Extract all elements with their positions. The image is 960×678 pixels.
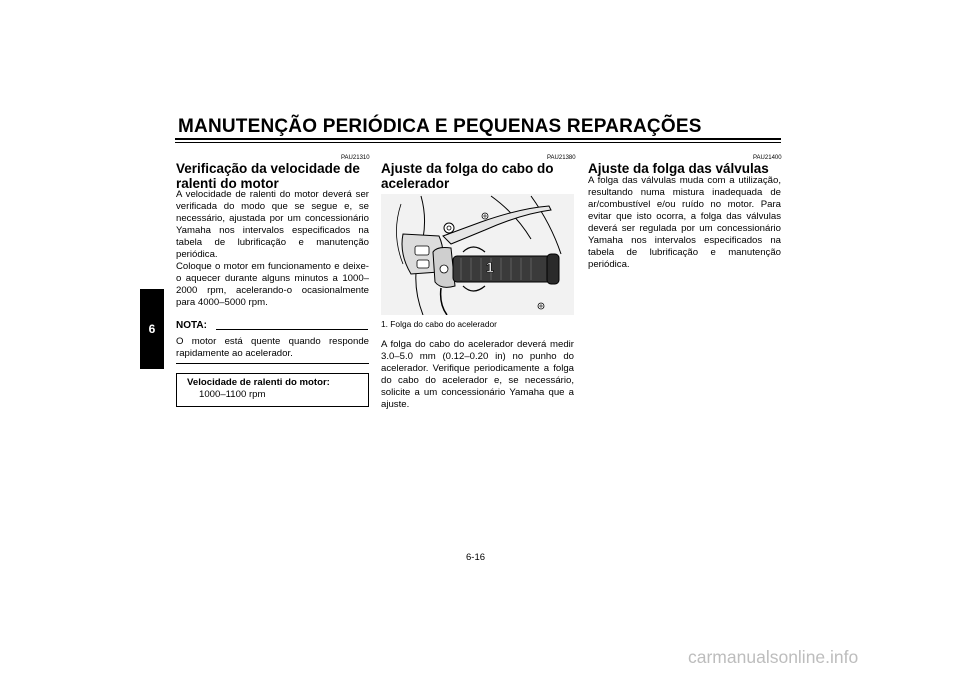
section-heading-throttle-cable: [381, 161, 554, 191]
section-code: PAU21310: [341, 155, 370, 161]
paragraph: A velocidade de ralenti do motor deverá ser verificada do modo que se segue e, se necessário, ajustada por um concessionário Yamaha nos intervalos especificados na tabela de lubrificação e manutenção periódica.: [176, 189, 369, 260]
section-code: PAU21380: [547, 155, 576, 161]
heading-line: acelerador: [381, 176, 450, 191]
paragraph: O motor está quente quando responde rapidamente ao acelerador.: [176, 336, 369, 359]
paragraph: A folga das válvulas muda com a utilização, resultando numa mistura inadequada de ar/combustível e/ou ruído no motor. Para evitar que isto ocorra, a folga das válvulas deverá ser regulada por um concessionário Yamaha nos intervalos especificados na tabela de lubrificação e manutenção periódica.: [588, 175, 781, 270]
section-code: PAU21400: [753, 155, 782, 161]
header-rule-thin: [175, 142, 781, 143]
header-rule: [175, 138, 781, 140]
heading-line: ralenti do motor: [176, 176, 279, 191]
spec-box: [176, 373, 369, 407]
note-rule: [216, 329, 368, 330]
figure-caption: 1. Folga do cabo do acelerador: [381, 319, 497, 329]
body-text: [381, 339, 574, 411]
section-heading-valve-clearance: Ajuste da folga das válvulas: [588, 161, 769, 176]
paragraph: Coloque o motor em funcionamento e deixe-o aquecer durante alguns minutos a 1000–2000 rpm, acelerando-o ocasionalmente para 4000–5000 rpm.: [176, 261, 369, 308]
watermark: carmanualsonline.info: [688, 647, 859, 667]
note-text: [176, 336, 369, 360]
section-heading-idle-speed: [176, 161, 360, 191]
spec-label: Velocidade de ralenti do motor:: [187, 377, 330, 388]
heading-line: Verificação da velocidade de: [176, 161, 360, 176]
body-text: [588, 175, 781, 271]
chapter-tab: 6: [140, 289, 164, 369]
spec-value: 1000–1100 rpm: [199, 389, 266, 400]
page-number: 6-16: [466, 552, 486, 563]
body-text: [176, 189, 369, 309]
paragraph: A folga do cabo do acelerador deverá medir 3.0–5.0 mm (0.12–0.20 in) no punho do acelerador. Verifique periodicamente a folga do cabo do acelerador e, se necessário, solicite a um concessionário Yamaha que a ajuste.: [381, 339, 574, 410]
figure-callout-number: 1: [486, 259, 494, 275]
note-end-rule: [176, 363, 369, 364]
throttle-grip-illustration: [381, 194, 574, 315]
note-label: NOTA:: [176, 320, 207, 331]
heading-line: Ajuste da folga do cabo do: [381, 161, 554, 176]
page-header-title: MANUTENÇÃO PERIÓDICA E PEQUENAS REPARAÇÕES: [178, 116, 702, 137]
